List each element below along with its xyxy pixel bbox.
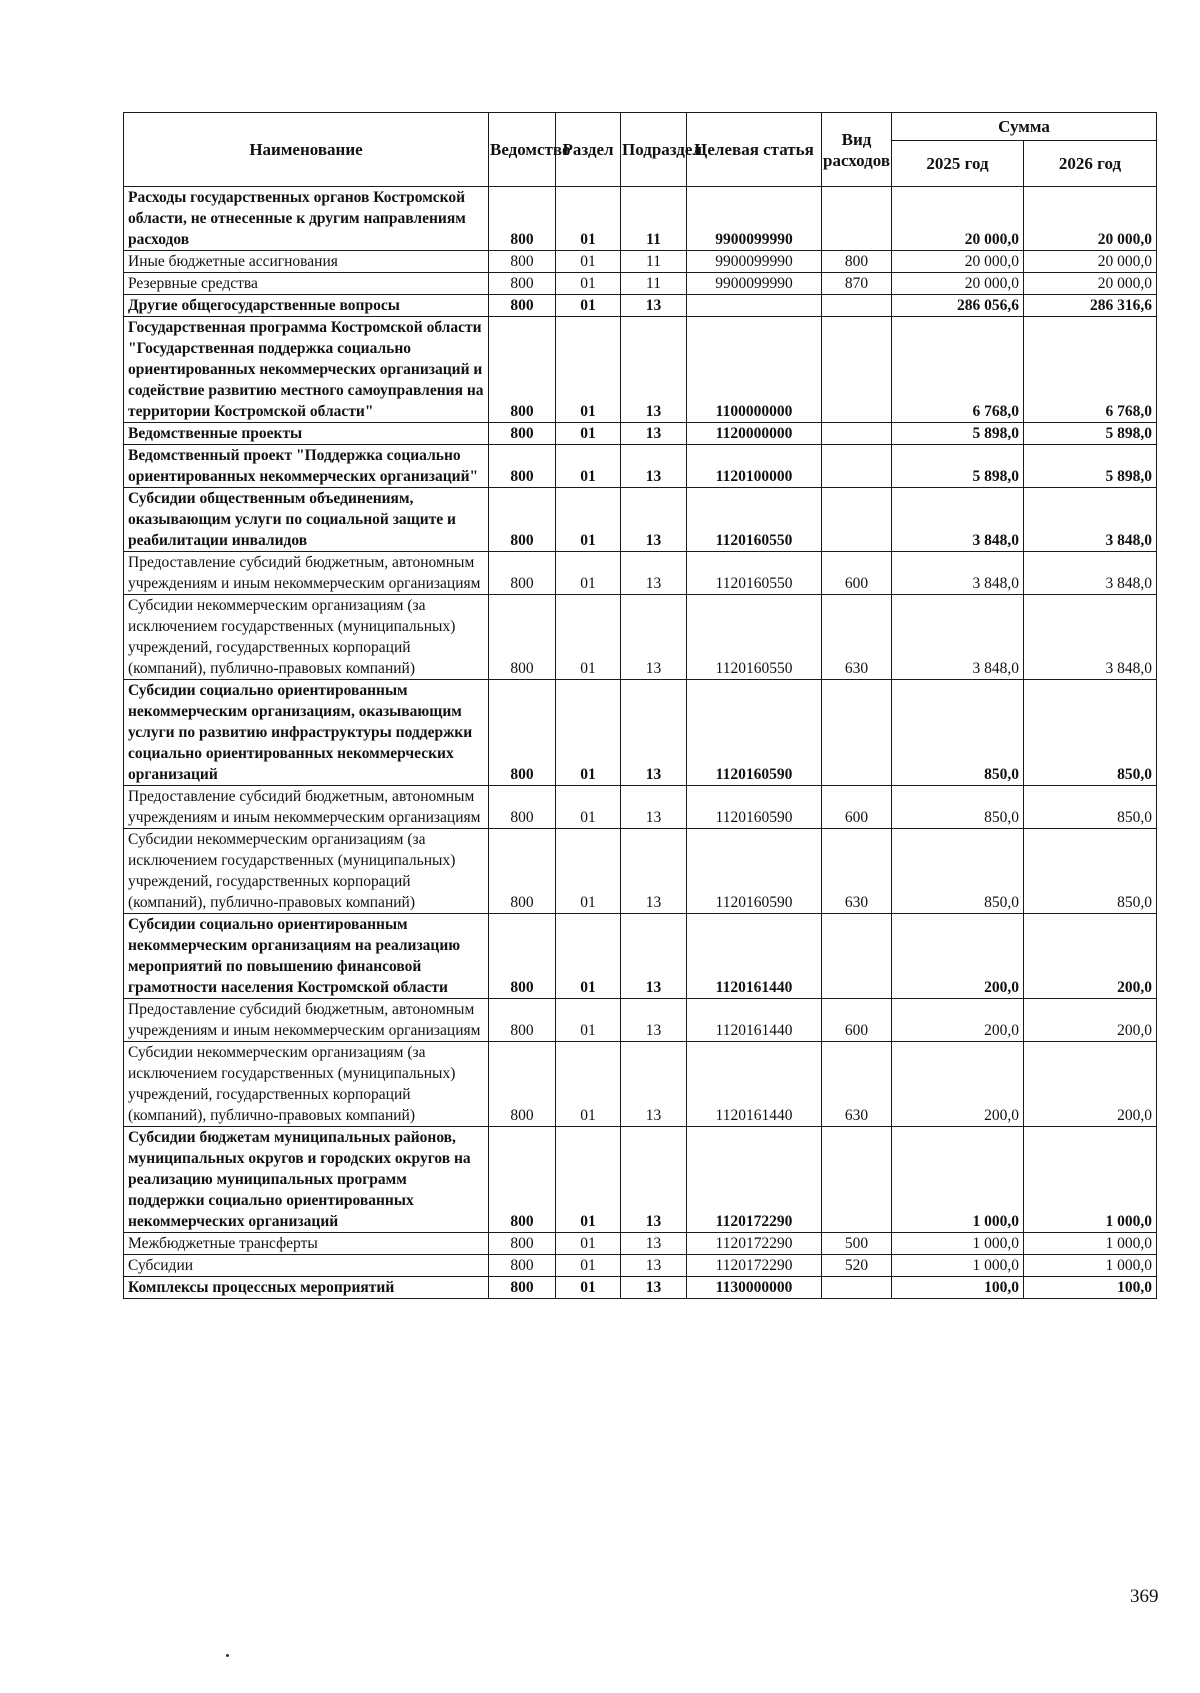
cell-name: Комплексы процессных мероприятий (124, 1277, 489, 1299)
cell-podrazdel: 13 (621, 552, 687, 595)
page-number: 369 (1130, 1586, 1159, 1607)
cell-vid-rashodov (822, 317, 892, 423)
cell-sum-2025: 3 848,0 (892, 488, 1024, 552)
table-row (124, 251, 1157, 273)
cell-sum-2025: 3 848,0 (892, 595, 1024, 680)
cell-podrazdel: 11 (621, 273, 687, 295)
cell-celevaya-statya: 1100000000 (687, 317, 822, 423)
cell-vid-rashodov: 600 (822, 999, 892, 1042)
header-vedomstvo: Ведомство (489, 113, 556, 187)
cell-name: Субсидии (124, 1255, 489, 1277)
cell-vedomstvo: 800 (489, 552, 556, 595)
table-row (124, 273, 1157, 295)
cell-podrazdel: 13 (621, 317, 687, 423)
cell-vedomstvo: 800 (489, 1127, 556, 1233)
cell-celevaya-statya: 1120160590 (687, 786, 822, 829)
cell-vedomstvo: 800 (489, 829, 556, 914)
cell-celevaya-statya: 1120172290 (687, 1255, 822, 1277)
cell-vedomstvo: 800 (489, 999, 556, 1042)
cell-sum-2025: 5 898,0 (892, 423, 1024, 445)
cell-vedomstvo: 800 (489, 680, 556, 786)
cell-vedomstvo: 800 (489, 295, 556, 317)
cell-vedomstvo: 800 (489, 786, 556, 829)
cell-razdel: 01 (556, 1042, 621, 1127)
cell-vid-rashodov: 630 (822, 1042, 892, 1127)
cell-podrazdel: 13 (621, 914, 687, 999)
cell-sum-2025: 286 056,6 (892, 295, 1024, 317)
cell-celevaya-statya: 1120160590 (687, 680, 822, 786)
cell-vid-rashodov (822, 187, 892, 251)
cell-razdel: 01 (556, 1127, 621, 1233)
cell-vid-rashodov (822, 488, 892, 552)
cell-vid-rashodov (822, 295, 892, 317)
cell-name: Предоставление субсидий бюджетным, автономным учреждениям и иным некоммерческим организациям (124, 999, 489, 1042)
budget-table (123, 112, 1157, 1299)
cell-vedomstvo: 800 (489, 1233, 556, 1255)
cell-celevaya-statya: 9900099990 (687, 273, 822, 295)
header-vid-rashodov: Вид расходов (822, 113, 892, 187)
cell-sum-2026: 850,0 (1024, 786, 1157, 829)
cell-celevaya-statya: 1120000000 (687, 423, 822, 445)
table-row (124, 187, 1157, 251)
cell-name: Предоставление субсидий бюджетным, автономным учреждениям и иным некоммерческим организациям (124, 786, 489, 829)
cell-sum-2025: 3 848,0 (892, 552, 1024, 595)
cell-vedomstvo: 800 (489, 187, 556, 251)
table-row (124, 829, 1157, 914)
cell-name: Ведомственные проекты (124, 423, 489, 445)
cell-vedomstvo: 800 (489, 251, 556, 273)
cell-razdel: 01 (556, 786, 621, 829)
cell-celevaya-statya: 1130000000 (687, 1277, 822, 1299)
cell-vid-rashodov: 870 (822, 273, 892, 295)
cell-celevaya-statya: 1120172290 (687, 1233, 822, 1255)
scan-speck (226, 1654, 229, 1657)
header-podrazdel: Подраздел (621, 113, 687, 187)
cell-celevaya-statya: 1120160550 (687, 552, 822, 595)
cell-podrazdel: 13 (621, 999, 687, 1042)
cell-sum-2025: 850,0 (892, 829, 1024, 914)
cell-sum-2025: 850,0 (892, 786, 1024, 829)
cell-vedomstvo: 800 (489, 1042, 556, 1127)
cell-podrazdel: 13 (621, 786, 687, 829)
cell-podrazdel: 13 (621, 595, 687, 680)
cell-sum-2025: 20 000,0 (892, 273, 1024, 295)
cell-celevaya-statya: 9900099990 (687, 251, 822, 273)
table-row (124, 914, 1157, 999)
cell-vid-rashodov: 600 (822, 552, 892, 595)
cell-razdel: 01 (556, 317, 621, 423)
header-summa: Сумма (892, 113, 1157, 141)
table-row (124, 1255, 1157, 1277)
table-row (124, 1127, 1157, 1233)
cell-razdel: 01 (556, 445, 621, 488)
cell-name: Субсидии некоммерческим организациям (за исключением государственных (муниципальных) учреждений, государственных корпораций (компаний), публично-правовых компаний) (124, 1042, 489, 1127)
cell-sum-2026: 20 000,0 (1024, 251, 1157, 273)
cell-vedomstvo: 800 (489, 273, 556, 295)
cell-name: Субсидии бюджетам муниципальных районов, муниципальных округов и городских округов на реализацию муниципальных программ поддержки социально ориентированных некоммерческих организаций (124, 1127, 489, 1233)
cell-vedomstvo: 800 (489, 1277, 556, 1299)
cell-podrazdel: 13 (621, 1255, 687, 1277)
cell-vid-rashodov: 520 (822, 1255, 892, 1277)
cell-vid-rashodov: 630 (822, 595, 892, 680)
cell-vedomstvo: 800 (489, 423, 556, 445)
table-row (124, 445, 1157, 488)
cell-razdel: 01 (556, 552, 621, 595)
cell-sum-2026: 5 898,0 (1024, 445, 1157, 488)
table-row (124, 999, 1157, 1042)
cell-razdel: 01 (556, 251, 621, 273)
header-celevaya-statya: Целевая статья (687, 113, 822, 187)
cell-sum-2025: 850,0 (892, 680, 1024, 786)
cell-name: Резервные средства (124, 273, 489, 295)
cell-vid-rashodov: 500 (822, 1233, 892, 1255)
cell-sum-2025: 100,0 (892, 1277, 1024, 1299)
cell-name: Субсидии некоммерческим организациям (за исключением государственных (муниципальных) учреждений, государственных корпораций (компаний), публично-правовых компаний) (124, 829, 489, 914)
cell-name: Субсидии некоммерческим организациям (за исключением государственных (муниципальных) учреждений, государственных корпораций (компаний), публично-правовых компаний) (124, 595, 489, 680)
cell-celevaya-statya: 1120172290 (687, 1127, 822, 1233)
cell-name: Расходы государственных органов Костромской области, не отнесенные к другим направлениям расходов (124, 187, 489, 251)
cell-celevaya-statya: 1120161440 (687, 914, 822, 999)
cell-podrazdel: 13 (621, 1127, 687, 1233)
cell-celevaya-statya: 1120100000 (687, 445, 822, 488)
cell-sum-2026: 3 848,0 (1024, 595, 1157, 680)
cell-sum-2025: 20 000,0 (892, 251, 1024, 273)
cell-sum-2026: 1 000,0 (1024, 1233, 1157, 1255)
header-razdel: Раздел (556, 113, 621, 187)
cell-name: Предоставление субсидий бюджетным, автономным учреждениям и иным некоммерческим организациям (124, 552, 489, 595)
table-row (124, 1042, 1157, 1127)
cell-vid-rashodov (822, 1277, 892, 1299)
cell-celevaya-statya: 1120160550 (687, 595, 822, 680)
cell-podrazdel: 13 (621, 1042, 687, 1127)
cell-sum-2026: 5 898,0 (1024, 423, 1157, 445)
cell-razdel: 01 (556, 999, 621, 1042)
cell-vid-rashodov (822, 445, 892, 488)
cell-razdel: 01 (556, 829, 621, 914)
cell-name: Государственная программа Костромской области "Государственная поддержка социально ориентированных некоммерческих организаций и содействие развитию местного самоуправления на территории Костромской области" (124, 317, 489, 423)
cell-razdel: 01 (556, 187, 621, 251)
cell-podrazdel: 13 (621, 423, 687, 445)
cell-podrazdel: 13 (621, 445, 687, 488)
cell-sum-2026: 200,0 (1024, 914, 1157, 999)
cell-sum-2025: 1 000,0 (892, 1255, 1024, 1277)
cell-sum-2026: 100,0 (1024, 1277, 1157, 1299)
cell-sum-2026: 3 848,0 (1024, 488, 1157, 552)
cell-sum-2026: 20 000,0 (1024, 273, 1157, 295)
cell-podrazdel: 13 (621, 680, 687, 786)
cell-name: Иные бюджетные ассигнования (124, 251, 489, 273)
cell-razdel: 01 (556, 1255, 621, 1277)
table-row (124, 680, 1157, 786)
cell-name: Субсидии общественным объединениям, оказывающим услуги по социальной защите и реабилитации инвалидов (124, 488, 489, 552)
cell-sum-2026: 20 000,0 (1024, 187, 1157, 251)
cell-sum-2025: 200,0 (892, 1042, 1024, 1127)
cell-vedomstvo: 800 (489, 317, 556, 423)
cell-podrazdel: 13 (621, 295, 687, 317)
cell-vedomstvo: 800 (489, 445, 556, 488)
cell-podrazdel: 11 (621, 187, 687, 251)
cell-celevaya-statya: 1120161440 (687, 1042, 822, 1127)
cell-sum-2025: 200,0 (892, 999, 1024, 1042)
cell-vid-rashodov (822, 680, 892, 786)
cell-vedomstvo: 800 (489, 914, 556, 999)
cell-razdel: 01 (556, 680, 621, 786)
cell-vedomstvo: 800 (489, 488, 556, 552)
cell-podrazdel: 13 (621, 1233, 687, 1255)
table-row (124, 295, 1157, 317)
cell-vedomstvo: 800 (489, 1255, 556, 1277)
cell-razdel: 01 (556, 1277, 621, 1299)
cell-vid-rashodov (822, 423, 892, 445)
cell-razdel: 01 (556, 914, 621, 999)
cell-vid-rashodov (822, 914, 892, 999)
cell-sum-2026: 850,0 (1024, 680, 1157, 786)
cell-sum-2026: 200,0 (1024, 1042, 1157, 1127)
cell-podrazdel: 13 (621, 488, 687, 552)
cell-vid-rashodov: 800 (822, 251, 892, 273)
cell-celevaya-statya: 1120160550 (687, 488, 822, 552)
cell-name: Другие общегосударственные вопросы (124, 295, 489, 317)
cell-celevaya-statya: 1120161440 (687, 999, 822, 1042)
cell-podrazdel: 11 (621, 251, 687, 273)
cell-vid-rashodov: 630 (822, 829, 892, 914)
table-row (124, 1233, 1157, 1255)
cell-podrazdel: 13 (621, 1277, 687, 1299)
cell-celevaya-statya (687, 295, 822, 317)
cell-razdel: 01 (556, 273, 621, 295)
cell-sum-2026: 1 000,0 (1024, 1127, 1157, 1233)
cell-sum-2026: 850,0 (1024, 829, 1157, 914)
header-name: Наименование (124, 113, 489, 187)
table-row (124, 595, 1157, 680)
cell-sum-2025: 1 000,0 (892, 1127, 1024, 1233)
cell-razdel: 01 (556, 1233, 621, 1255)
cell-name: Субсидии социально ориентированным некоммерческим организациям, оказывающим услуги по развитию инфраструктуры поддержки социально ориентированных некоммерческих организаций (124, 680, 489, 786)
cell-razdel: 01 (556, 295, 621, 317)
cell-vedomstvo: 800 (489, 595, 556, 680)
table-row (124, 1277, 1157, 1299)
cell-sum-2025: 200,0 (892, 914, 1024, 999)
header-year-2025: 2025 год (892, 141, 1024, 187)
cell-vid-rashodov (822, 1127, 892, 1233)
cell-name: Ведомственный проект "Поддержка социально ориентированных некоммерческих организаций" (124, 445, 489, 488)
table-row (124, 488, 1157, 552)
cell-sum-2025: 5 898,0 (892, 445, 1024, 488)
cell-sum-2025: 20 000,0 (892, 187, 1024, 251)
table-row (124, 317, 1157, 423)
cell-vid-rashodov: 600 (822, 786, 892, 829)
cell-sum-2026: 1 000,0 (1024, 1255, 1157, 1277)
cell-name: Межбюджетные трансферты (124, 1233, 489, 1255)
table-body (124, 187, 1157, 1299)
cell-celevaya-statya: 9900099990 (687, 187, 822, 251)
header-year-2026: 2026 год (1024, 141, 1157, 187)
cell-name: Субсидии социально ориентированным некоммерческим организациям на реализацию мероприятий по повышению финансовой грамотности населения Костромской области (124, 914, 489, 999)
cell-razdel: 01 (556, 595, 621, 680)
cell-sum-2025: 1 000,0 (892, 1233, 1024, 1255)
cell-sum-2026: 6 768,0 (1024, 317, 1157, 423)
cell-sum-2025: 6 768,0 (892, 317, 1024, 423)
cell-razdel: 01 (556, 488, 621, 552)
table-row (124, 423, 1157, 445)
table-row (124, 552, 1157, 595)
cell-razdel: 01 (556, 423, 621, 445)
table-row (124, 786, 1157, 829)
cell-sum-2026: 200,0 (1024, 999, 1157, 1042)
cell-sum-2026: 3 848,0 (1024, 552, 1157, 595)
cell-sum-2026: 286 316,6 (1024, 295, 1157, 317)
cell-celevaya-statya: 1120160590 (687, 829, 822, 914)
cell-podrazdel: 13 (621, 829, 687, 914)
